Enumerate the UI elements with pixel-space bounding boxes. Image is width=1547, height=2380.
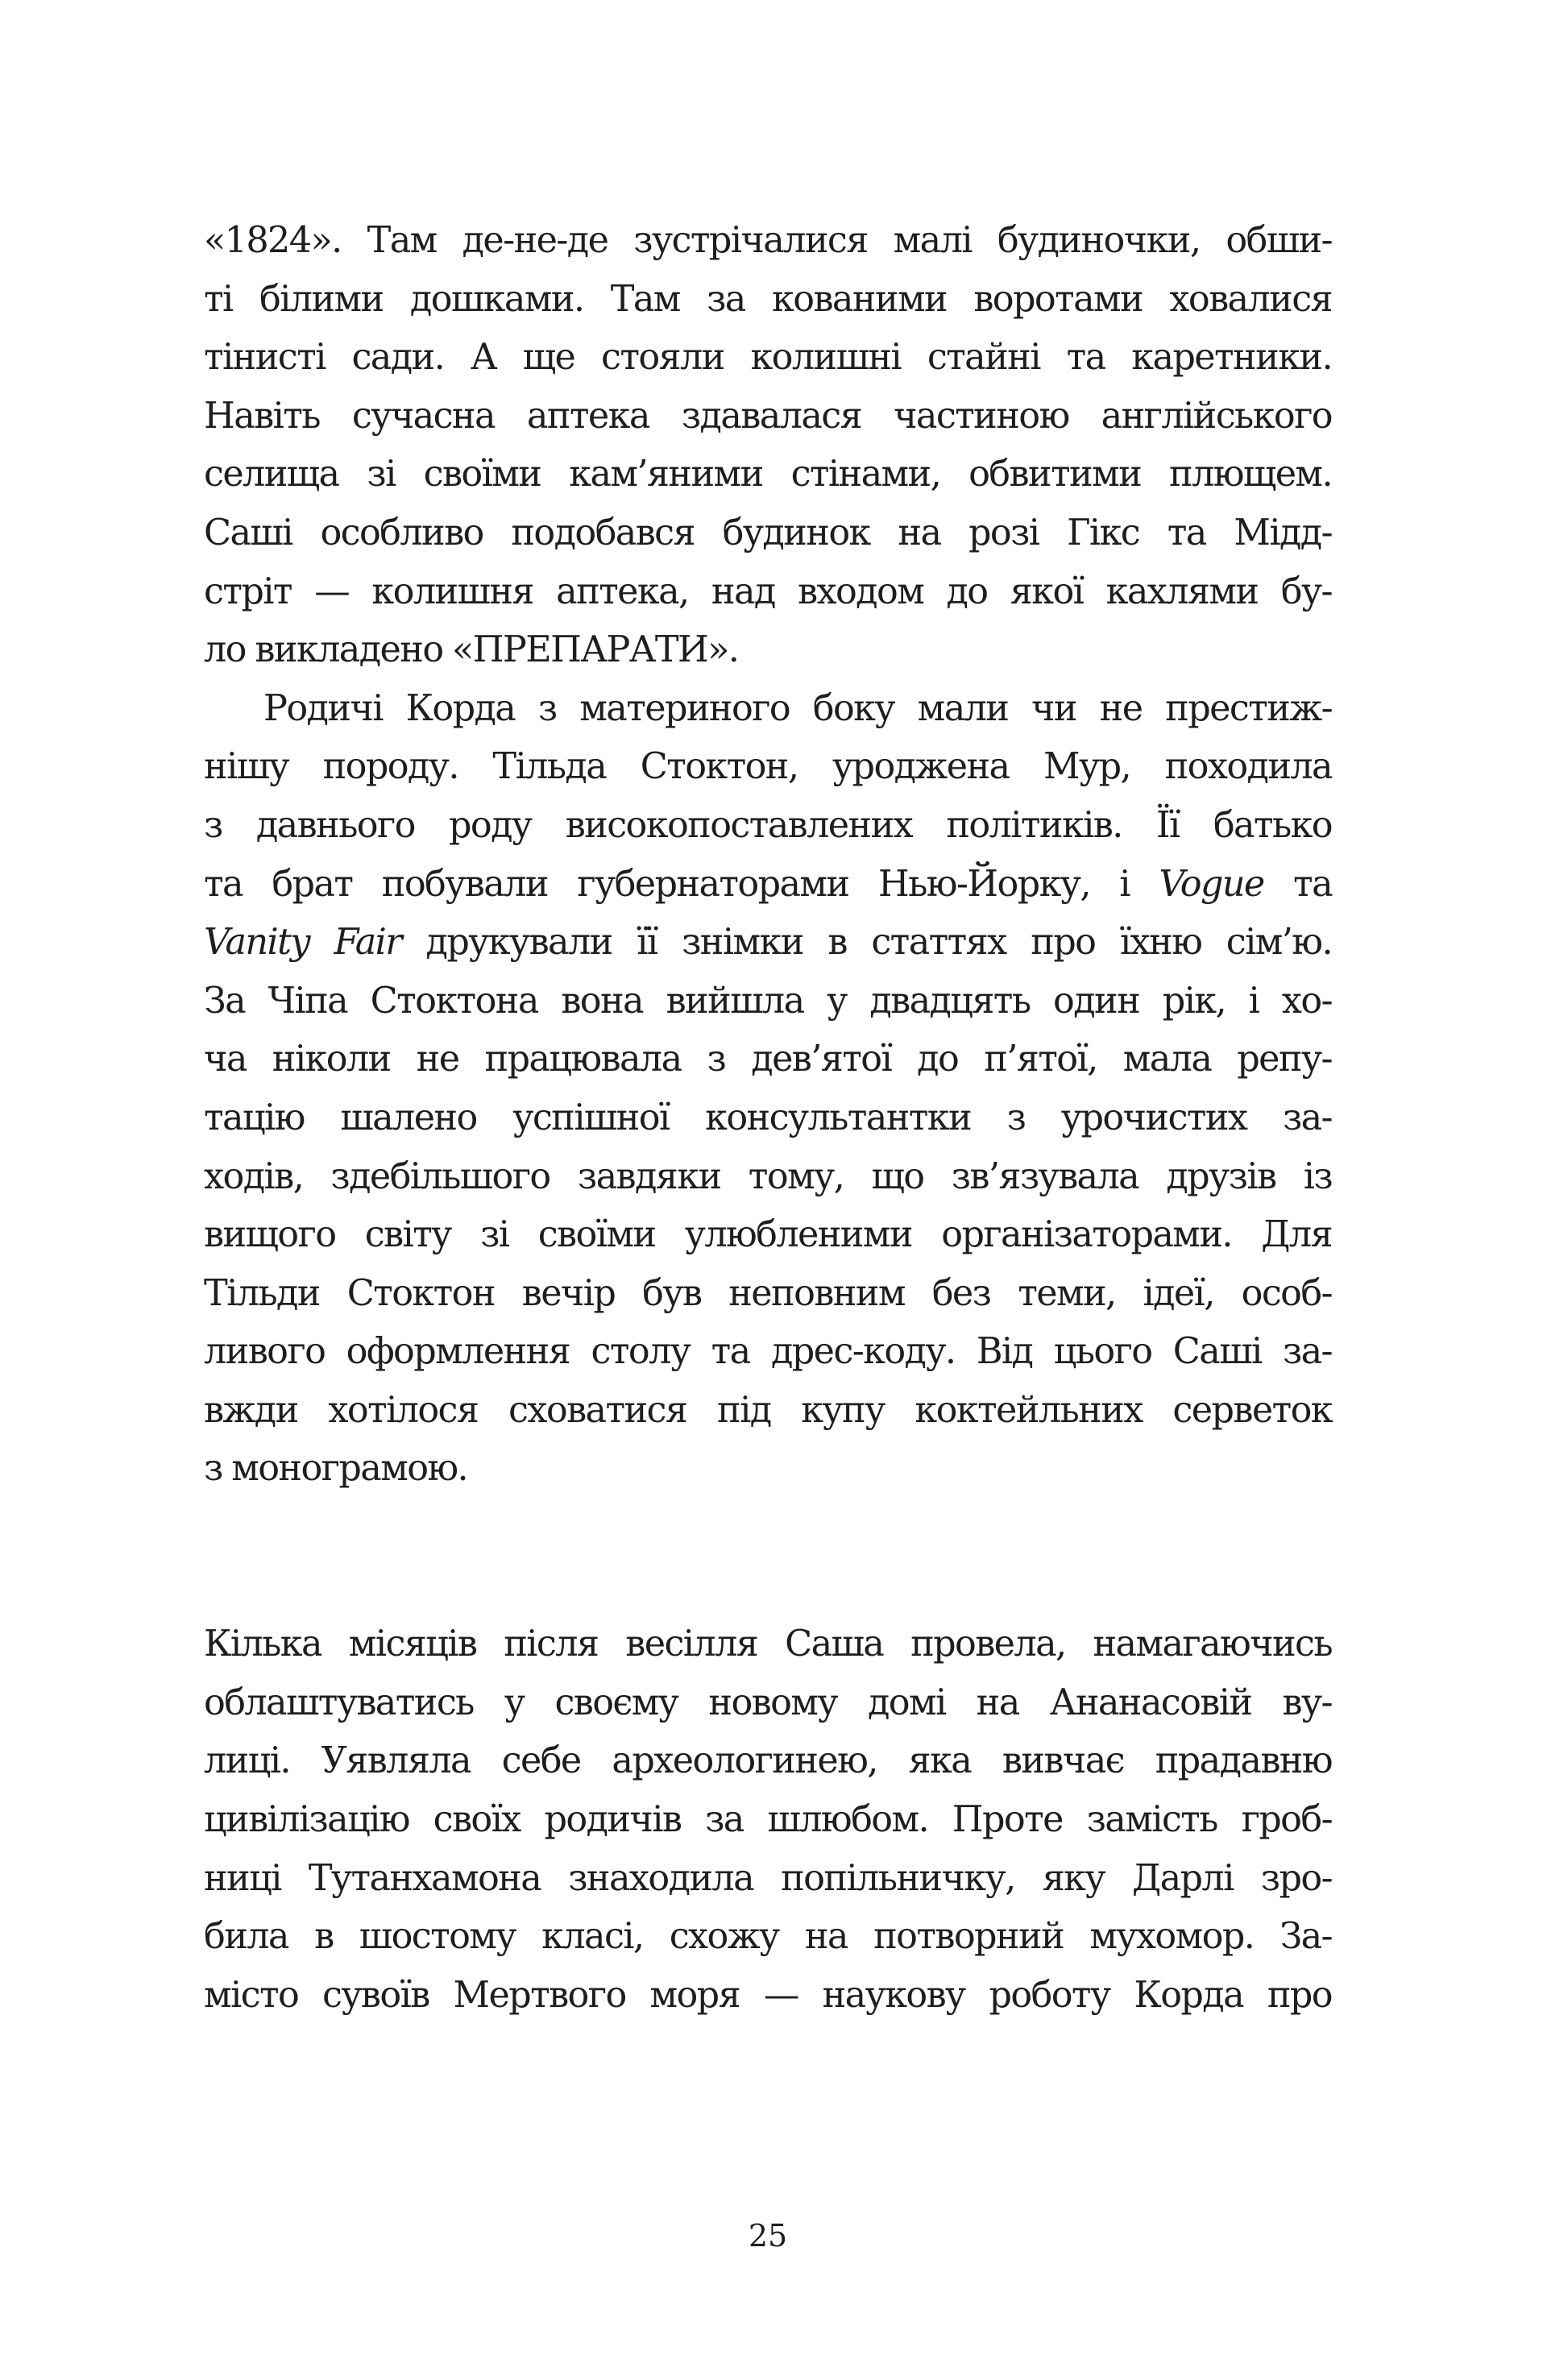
section-break — [204, 1499, 1332, 1615]
text-line: місто сувоїв Мертвого моря — наукову роботу Корда про — [204, 1974, 1332, 2016]
text-line: ча ніколи не працювала з дев’ятої до п’ятої, мала репу- — [204, 1039, 1332, 1080]
text-line: била в шостому класі, схожу на потворний мухомор. За- — [204, 1916, 1332, 1958]
body-text — [204, 212, 1332, 2025]
text-line: вжди хотілося сховатися під купу коктейльних серветок — [204, 1389, 1332, 1431]
text-line: з монограмою. — [204, 1448, 468, 1490]
text-line: селища зі своїми кам’яними стінами, обвитими плющем. — [204, 454, 1332, 495]
italic-title-vogue: Vogue — [1159, 863, 1264, 905]
paragraph-1 — [204, 212, 1332, 680]
text-line: Кілька місяців після весілля Саша провела, намагаючись — [204, 1623, 1332, 1665]
text-line: з давнього роду високопоставлених політиків. Її батько — [204, 804, 1332, 846]
text-line — [204, 914, 1332, 972]
text-line: облаштуватись у своєму новому домі на Ананасовій ву- — [204, 1681, 1332, 1723]
text-line: ходів, здебільшого завдяки тому, що зв’язувала друзів із — [204, 1155, 1332, 1197]
paragraph-3 — [204, 1615, 1332, 2025]
text-line: ниці Тутанхамона знаходила попільничку, яку Дарлі зро- — [204, 1857, 1332, 1899]
text-fragment: та брат побували губернаторами Нью-Йорку, і — [204, 863, 1159, 905]
text-line: ливого оформлення столу та дрес-коду. Від цього Саші за- — [204, 1331, 1332, 1373]
text-line: тінисті сади. А ще стояли колишні стайні та каретники. — [204, 337, 1332, 379]
italic-title-vanity-fair: Vanity Fair — [204, 922, 401, 964]
text-line: стріт — колишня аптека, над входом до якої кахлями бу- — [204, 570, 1332, 612]
text-line: тацію шалено успішної консультантки з урочистих за- — [204, 1097, 1332, 1138]
text-line: Родичі Корда з материного боку мали чи не престиж- — [263, 687, 1332, 729]
text-fragment: друкували її знімки в статтях про їхню сім’ю. — [400, 922, 1332, 964]
text-line: ті білими дошками. Там за кованими воротами ховалися — [204, 278, 1332, 320]
text-line: Саші особливо подобався будинок на розі Гікс та Мідд- — [204, 512, 1332, 554]
text-line: «1824». Там де-не-де зустрічалися малі будиночки, обши- — [204, 220, 1332, 261]
text-line: ло викладено «ПРЕПАРАТИ». — [204, 629, 739, 671]
text-line: нішу породу. Тільда Стоктон, уроджена Мур, походила — [204, 746, 1332, 788]
text-fragment: та — [1263, 863, 1332, 905]
text-line: цивілізацію своїх родичів за шлюбом. Проте замість гроб- — [204, 1799, 1332, 1841]
text-line: Навіть сучасна аптека здавалася частиною англійського — [204, 395, 1332, 437]
text-line: За Чіпа Стоктона вона вийшла у двадцять один рік, і хо- — [204, 980, 1332, 1022]
paragraph-2 — [204, 680, 1332, 1499]
text-line: вищого світу зі своїми улюбленими організаторами. Для — [204, 1214, 1332, 1256]
page-number: 25 — [748, 2218, 788, 2254]
text-line: лиці. Уявляла себе археологинею, яка вивчає прадавню — [204, 1740, 1332, 1782]
text-line: Тільди Стоктон вечір був неповним без теми, ідеї, особ- — [204, 1272, 1332, 1314]
text-line — [204, 856, 1332, 914]
